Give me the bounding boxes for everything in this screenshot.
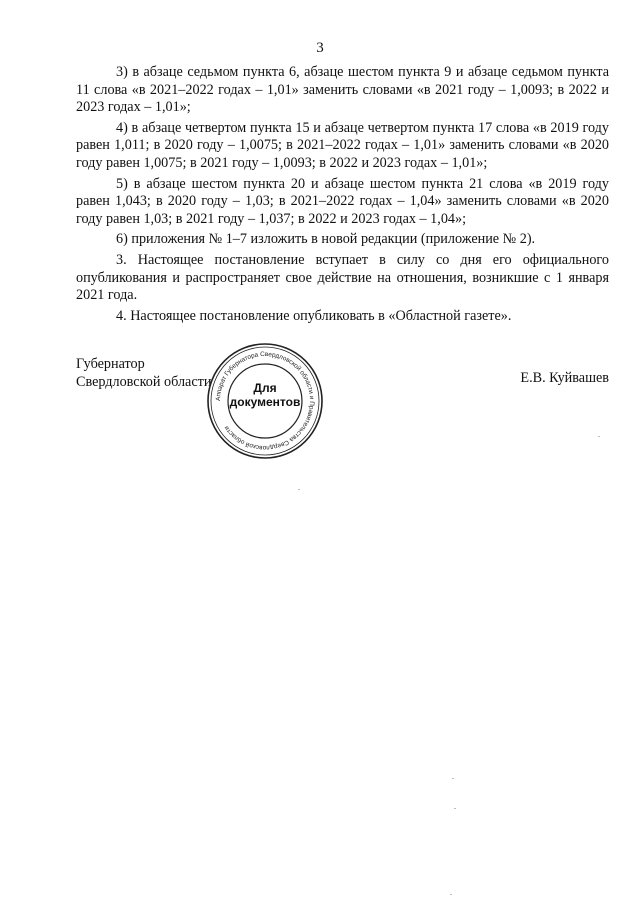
paragraph-clause-4: 4. Настоящее постановление опубликовать в «Областной газете». [116, 307, 512, 324]
signatory-title [76, 356, 211, 391]
document-body [76, 64, 609, 328]
scan-speck [452, 778, 454, 779]
official-stamp [204, 340, 326, 462]
paragraph-item-5: 5) в абзаце шестом пункта 20 и абзаце шестом пункта 21 слова «в 2019 году равен 1,043; в 2020 году – 1,03; в 2021–2022 годах – 1,04» заменить словами «в 2020 году равен 1,03; в 2021 году – 1,037; в 2022 и 2023 годах – 1,04»; [76, 175, 609, 227]
scan-speck [450, 894, 452, 895]
scan-speck [298, 489, 300, 490]
stamp-line2: документов [229, 395, 301, 409]
signatory-title-line2: Свердловской области [76, 373, 212, 390]
page-number: 3 [316, 40, 324, 56]
signatory-title-line1: Губернатор [76, 356, 145, 372]
scan-speck [598, 436, 600, 437]
stamp-line1: Для [253, 381, 277, 395]
signatory-name: Е.В. Куйвашев [520, 370, 609, 386]
paragraph-item-4: 4) в абзаце четвертом пункта 15 и абзаце четвертом пункта 17 слова «в 2019 году равен 1,011; в 2020 году – 1,0075; в 2021–2022 годах – 1,01» заменить словами «в 2020 году равен 1,0075; в 2021 году – 1,0093; в 2022 и 2023 годах – 1,01»; [76, 119, 609, 171]
stamp-ring-text: Аппарат Губернатора Свердловской области и Правительства Свердловской области [214, 350, 316, 452]
scan-speck [454, 808, 456, 809]
paragraph-item-3: 3) в абзаце седьмом пункта 6, абзаце шестом пункта 9 и абзаце седьмом пункта 11 слова «в 2021–2022 годах – 1,01» заменить словами «в 2021 году – 1,0093; в 2022 и 2023 годах – 1,01»; [76, 64, 609, 116]
paragraph-clause-3: 3. Настоящее постановление вступает в силу со дня его официального опубликования и распространяет свое действие на отношения, возникшие с 1 января 2021 года. [76, 251, 609, 304]
paragraph-item-6: 6) приложения № 1–7 изложить в новой редакции (приложение № 2). [116, 231, 536, 248]
stamp-center-text [204, 381, 326, 409]
